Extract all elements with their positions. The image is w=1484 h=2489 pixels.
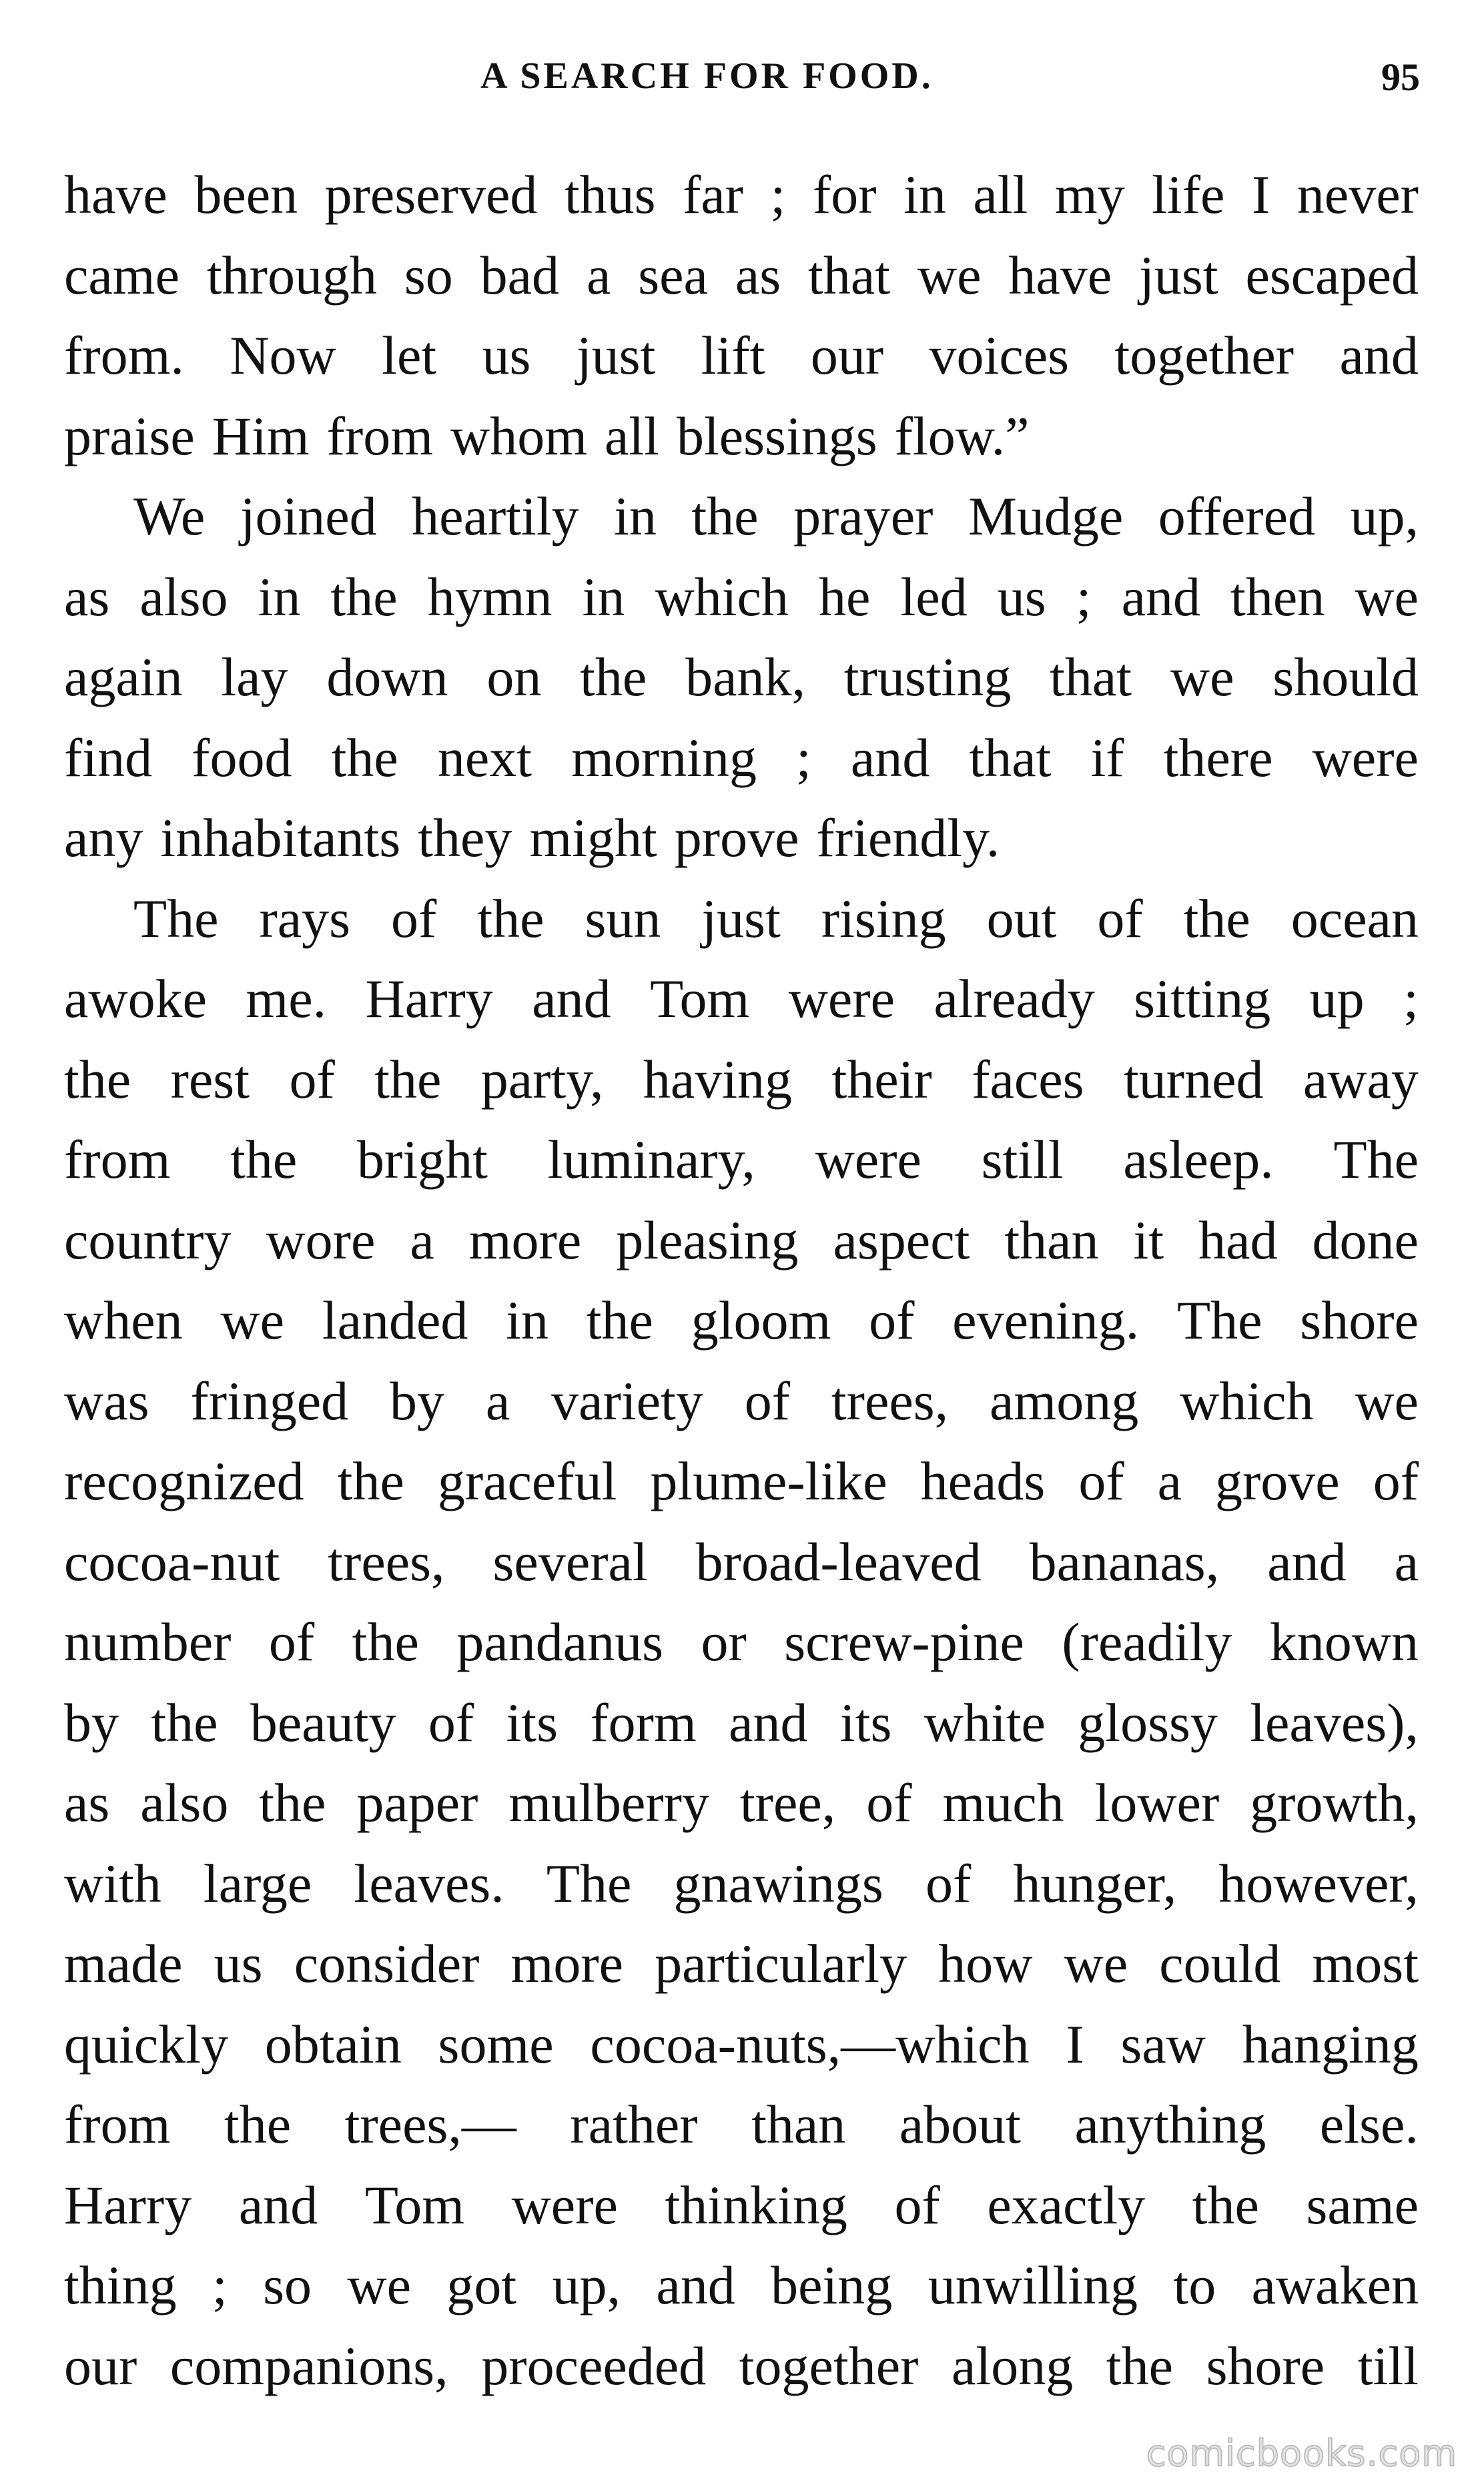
text-word: the [259, 1772, 326, 1833]
text-word: till [1357, 2335, 1419, 2396]
text-word: never [1296, 164, 1419, 225]
text-word: still [981, 1129, 1064, 1190]
text-word: through [206, 244, 377, 306]
text-word: which [655, 566, 789, 627]
text-line [64, 1924, 1419, 2005]
text-word: several [492, 1531, 648, 1592]
text-word: recognized [64, 1451, 304, 1511]
text-line [64, 476, 1419, 557]
text-word: and [238, 2174, 318, 2235]
text-word: trusting [843, 647, 1012, 707]
text-word: the [224, 2094, 292, 2155]
text-word: the [64, 1048, 131, 1110]
text-word: their [831, 1048, 932, 1110]
text-word: if [1090, 727, 1124, 788]
text-word: leaves. [354, 1852, 504, 1914]
text-word: same [1306, 2174, 1419, 2235]
text-word: and [1121, 566, 1200, 627]
text-word: had [1198, 1209, 1278, 1271]
text-word: The [546, 1852, 632, 1914]
text-word: was [64, 1370, 149, 1431]
text-word: Harry [64, 2174, 192, 2235]
text-word: fringed [190, 1370, 349, 1431]
text-word: up, [552, 2255, 621, 2316]
text-word: and [532, 968, 611, 1029]
text-word: or [701, 1612, 747, 1672]
text-word: faces [972, 1048, 1084, 1110]
text-word: rays [259, 887, 351, 949]
text-word: its [839, 1692, 892, 1753]
text-word: and [850, 727, 930, 788]
text-line [64, 2165, 1419, 2246]
text-word: they [418, 807, 512, 868]
text-word: bank, [685, 647, 805, 707]
text-word: being [771, 2255, 893, 2316]
text-word: preserved [324, 164, 538, 225]
text-word: as [735, 244, 781, 306]
text-word: and [1339, 325, 1419, 386]
text-word: next [437, 727, 532, 788]
text-word: the [586, 1290, 653, 1351]
text-line [64, 236, 1419, 316]
text-word: trees, [328, 1531, 445, 1592]
text-word: saw [1120, 2013, 1206, 2075]
text-line [64, 1040, 1419, 1120]
text-word: of [1373, 1451, 1419, 1511]
text-word: the [337, 1451, 404, 1511]
text-word: of [268, 1612, 315, 1672]
text-word: that [969, 727, 1052, 788]
text-word: just [701, 887, 781, 949]
text-word: led [900, 566, 968, 627]
text-word: the [1183, 887, 1250, 949]
text-word: our [810, 325, 884, 386]
text-word: sitting [1134, 968, 1271, 1029]
text-word: away [1303, 1048, 1419, 1110]
text-word: the [331, 727, 398, 788]
text-word: companions, [169, 2335, 448, 2396]
text-word: any [64, 807, 143, 868]
text-word: heads [920, 1451, 1046, 1511]
text-word: the [230, 1129, 298, 1190]
text-word: consider [294, 1933, 480, 1994]
text-word: of [1097, 887, 1143, 949]
text-word: already [934, 968, 1095, 1029]
text-word: a [410, 1209, 434, 1271]
text-word: tree, [739, 1772, 836, 1833]
text-word: unwilling [928, 2255, 1138, 2316]
text-word: so [263, 2255, 312, 2316]
text-word: out [986, 887, 1057, 949]
text-line [64, 879, 1419, 960]
text-word: form [590, 1692, 697, 1753]
text-word: the [580, 647, 647, 707]
text-word: particularly [655, 1933, 907, 1994]
text-word: in [258, 566, 301, 627]
text-line [64, 798, 1419, 879]
text-word: leaves), [1250, 1692, 1419, 1753]
text-word: we [347, 2255, 411, 2316]
text-word: Him [212, 405, 310, 466]
text-line [64, 316, 1419, 396]
text-word: were [788, 968, 895, 1029]
text-word: from [64, 1129, 171, 1190]
text-word: been [194, 164, 298, 225]
text-word: broad-leaved [695, 1531, 982, 1592]
text-line [64, 1361, 1419, 1442]
text-word: lay [221, 647, 288, 707]
text-line [64, 2005, 1419, 2085]
text-word: for [812, 164, 877, 225]
text-word: of [925, 1852, 972, 1914]
text-word: when [64, 1290, 183, 1351]
text-line [64, 1441, 1419, 1522]
text-word: sun [585, 887, 661, 949]
text-word: trees, [831, 1370, 949, 1431]
text-word: blessings [676, 405, 877, 466]
text-word: growth, [1250, 1772, 1419, 1833]
text-word: more [468, 1209, 582, 1271]
text-word: also [139, 566, 228, 627]
text-word: Tom [364, 2174, 464, 2235]
text-word: food [192, 727, 292, 788]
text-word: in [506, 1290, 548, 1351]
text-word: with [64, 1852, 161, 1914]
text-word: anything [1074, 2094, 1266, 2155]
text-word: (readily [1062, 1612, 1232, 1672]
text-word: a [1157, 1451, 1182, 1511]
text-word: flow.” [894, 405, 1030, 466]
text-word: he [818, 566, 871, 627]
text-word: Mudge [968, 486, 1124, 547]
text-word: the [1106, 2335, 1173, 2396]
text-word: white [923, 1692, 1046, 1753]
text-word: gnawings [673, 1852, 883, 1914]
text-word: however, [1218, 1852, 1419, 1914]
text-word: our [64, 2335, 137, 2396]
text-line [64, 1763, 1419, 1844]
text-word: the [691, 486, 759, 547]
text-word: by [390, 1370, 445, 1431]
running-head [0, 55, 1484, 108]
text-word: ; [796, 727, 811, 788]
text-word: graceful [437, 1451, 617, 1511]
text-word: joined [240, 486, 377, 547]
text-word: wore [266, 1209, 376, 1271]
text-word: I [1066, 2013, 1084, 2075]
text-word: prove [674, 807, 799, 868]
text-word: a [485, 1370, 510, 1431]
text-word: of [1078, 1451, 1124, 1511]
text-word: and [656, 2255, 735, 2316]
text-word: proceeded [481, 2335, 707, 2396]
text-word: by [64, 1692, 119, 1753]
text-word: bright [357, 1129, 488, 1190]
text-word: that [808, 244, 891, 306]
text-word: of [894, 2174, 940, 2235]
text-line [64, 396, 1419, 477]
text-word: were [511, 2174, 618, 2235]
text-word: of [869, 1290, 915, 1351]
text-word: thinking [665, 2174, 847, 2235]
body-text [64, 155, 1419, 2406]
text-word: came [64, 244, 179, 306]
text-word: that [1050, 647, 1132, 707]
text-word: ; [212, 2255, 228, 2316]
text-word: thing [64, 2255, 177, 2316]
text-word: all [605, 405, 659, 466]
text-word: of [744, 1370, 791, 1431]
text-word: turned [1124, 1048, 1264, 1110]
text-word: of [391, 887, 437, 949]
text-word: the [374, 1048, 442, 1110]
page-number: 95 [1381, 55, 1420, 99]
text-word: bananas, [1029, 1531, 1220, 1592]
text-word: ; [1076, 566, 1092, 627]
text-word: in [582, 566, 625, 627]
text-word: us [997, 566, 1046, 627]
text-word: the [477, 887, 544, 949]
text-line [64, 1281, 1419, 1361]
text-word: most [1312, 1933, 1419, 1994]
text-word: a [586, 244, 611, 306]
text-word: screw-pine [784, 1612, 1024, 1672]
text-word: were [1312, 727, 1419, 788]
text-word: hanging [1242, 2013, 1419, 2075]
text-word: also [140, 1772, 229, 1833]
text-word: let [382, 325, 437, 386]
text-line [64, 1602, 1419, 1683]
text-word: up [1309, 968, 1365, 1029]
text-word: just [576, 325, 656, 386]
text-word: trees,— [344, 2094, 516, 2155]
text-word: awoke [64, 968, 208, 1029]
text-word: so [404, 244, 453, 306]
text-word: should [1272, 647, 1419, 707]
text-word: us [482, 325, 531, 386]
text-word: much [942, 1772, 1064, 1833]
text-word: which [1180, 1370, 1314, 1431]
text-word: about [899, 2094, 1021, 2155]
text-word: inhabitants [160, 807, 401, 868]
text-word: a [1394, 1531, 1419, 1592]
text-word: in [903, 164, 946, 225]
text-word: large [203, 1852, 312, 1914]
text-line [64, 1683, 1419, 1764]
text-word: its [506, 1692, 558, 1753]
text-line [64, 557, 1419, 638]
text-word: shore [1206, 2335, 1325, 2396]
text-word: ; [1403, 968, 1419, 1029]
text-word: variety [551, 1370, 703, 1431]
text-word: again [64, 647, 183, 707]
watermark: comicbooks.com [1146, 2432, 1457, 2474]
text-word: as [64, 1772, 110, 1833]
text-word: obtain [264, 2013, 402, 2075]
text-word: shore [1300, 1290, 1419, 1351]
text-word: from. [64, 325, 184, 386]
text-word: morning [571, 727, 757, 788]
text-line [64, 1844, 1419, 1924]
text-word: together [739, 2335, 919, 2396]
text-word: else. [1319, 2094, 1419, 2155]
text-word: we [1355, 566, 1419, 627]
running-title: A SEARCH FOR FOOD. [480, 55, 934, 97]
text-word: could [1159, 1933, 1281, 1994]
text-word: pleasing [616, 1209, 799, 1271]
text-word: luminary, [547, 1129, 755, 1190]
text-word: the [330, 566, 398, 627]
text-word: my [1054, 164, 1125, 225]
text-word: Now [230, 325, 336, 386]
text-word: cocoa-nut [64, 1531, 280, 1592]
text-word: having [643, 1048, 793, 1110]
text-word: pandanus [456, 1612, 663, 1672]
text-word: got [446, 2255, 517, 2316]
text-word: The [1333, 1129, 1419, 1190]
text-word: ocean [1290, 887, 1419, 949]
text-line [64, 637, 1419, 718]
text-line [64, 2326, 1419, 2407]
text-word: made [64, 1933, 183, 1994]
text-word: from [326, 405, 433, 466]
text-word: together [1114, 325, 1294, 386]
text-word: have [1008, 244, 1112, 306]
text-word: in [614, 486, 657, 547]
text-word: life [1152, 164, 1225, 225]
text-word: were [815, 1129, 921, 1190]
text-word: friendly. [816, 807, 1000, 868]
text-word: heartily [412, 486, 579, 547]
text-word: we [1170, 647, 1234, 707]
text-word: known [1269, 1612, 1419, 1672]
text-line [64, 959, 1419, 1040]
text-word: on [486, 647, 542, 707]
text-word: of [866, 1772, 912, 1833]
text-word: aspect [833, 1209, 970, 1271]
text-word: exactly [987, 2174, 1146, 2235]
text-word: far [683, 164, 744, 225]
text-word: cocoa-nuts,—which [590, 2013, 1030, 2075]
text-word: plume-like [650, 1451, 887, 1511]
text-word: mulberry [508, 1772, 709, 1833]
text-word: the [1192, 2174, 1259, 2235]
text-word: hymn [427, 566, 552, 627]
text-word: might [529, 807, 657, 868]
text-word: lift [701, 325, 765, 386]
text-word: rest [170, 1048, 250, 1110]
text-word: voices [929, 325, 1070, 386]
text-word: the [352, 1612, 419, 1672]
text-word: ; [770, 164, 786, 225]
text-word: The [1177, 1290, 1262, 1351]
text-word: whom [450, 405, 587, 466]
text-word: hunger, [1013, 1852, 1177, 1914]
text-word: glossy [1078, 1692, 1218, 1753]
text-word: country [64, 1209, 232, 1271]
text-word: and [1267, 1531, 1347, 1592]
text-word: quickly [64, 2013, 228, 2075]
text-word: have [64, 164, 167, 225]
text-line [64, 1522, 1419, 1603]
text-word: more [510, 1933, 624, 1994]
text-word: just [1139, 244, 1218, 306]
text-word: among [990, 1370, 1139, 1431]
text-word: beauty [250, 1692, 396, 1753]
text-word: offered [1158, 486, 1315, 547]
text-word: bad [480, 244, 560, 306]
text-word: all [973, 164, 1028, 225]
text-word: then [1230, 566, 1325, 627]
text-word: as [64, 566, 110, 627]
text-word: done [1312, 1209, 1419, 1271]
text-word: we [220, 1290, 285, 1351]
text-word: asleep. [1123, 1129, 1274, 1190]
text-word: and [729, 1692, 808, 1753]
text-word: The [133, 887, 219, 949]
text-word: We [133, 486, 206, 547]
text-line [64, 1200, 1419, 1281]
text-word: awaken [1251, 2255, 1419, 2316]
text-word: rising [821, 887, 946, 949]
text-word: grove [1215, 1451, 1340, 1511]
text-word: thus [564, 164, 656, 225]
text-line [64, 1120, 1419, 1200]
text-word: of [289, 1048, 335, 1110]
text-word: to [1173, 2255, 1216, 2316]
text-word: from [64, 2094, 171, 2155]
text-word: praise [64, 405, 195, 466]
text-line [64, 155, 1419, 236]
text-line [64, 2085, 1419, 2165]
text-word: Harry [365, 968, 493, 1029]
text-word: than [1004, 1209, 1099, 1271]
text-word: evening. [952, 1290, 1140, 1351]
text-word: there [1163, 727, 1273, 788]
text-word: rather [570, 2094, 698, 2155]
text-word: Tom [650, 968, 750, 1029]
text-word: it [1133, 1209, 1164, 1271]
text-word: landed [322, 1290, 468, 1351]
text-word: sea [638, 244, 708, 306]
text-word: me. [246, 968, 327, 1029]
text-word: escaped [1245, 244, 1419, 306]
text-word: us [214, 1933, 263, 1994]
text-word: number [64, 1612, 232, 1672]
text-word: up, [1350, 486, 1419, 547]
text-word: we [1064, 1933, 1128, 1994]
text-word: the [151, 1692, 218, 1753]
text-word: gloom [691, 1290, 831, 1351]
text-line [64, 718, 1419, 799]
text-line [64, 2245, 1419, 2326]
text-word: than [751, 2094, 846, 2155]
text-word: prayer [793, 486, 934, 547]
text-word: I [1251, 164, 1270, 225]
text-word: we [1355, 1370, 1419, 1431]
text-word: down [326, 647, 448, 707]
text-word: how [938, 1933, 1033, 1994]
text-word: find [64, 727, 153, 788]
text-word: some [438, 2013, 554, 2075]
text-word: along [952, 2335, 1074, 2396]
text-word: party, [480, 1048, 604, 1110]
text-word: of [428, 1692, 474, 1753]
text-word: we [917, 244, 982, 306]
text-word: lower [1094, 1772, 1220, 1833]
text-word: paper [356, 1772, 478, 1833]
